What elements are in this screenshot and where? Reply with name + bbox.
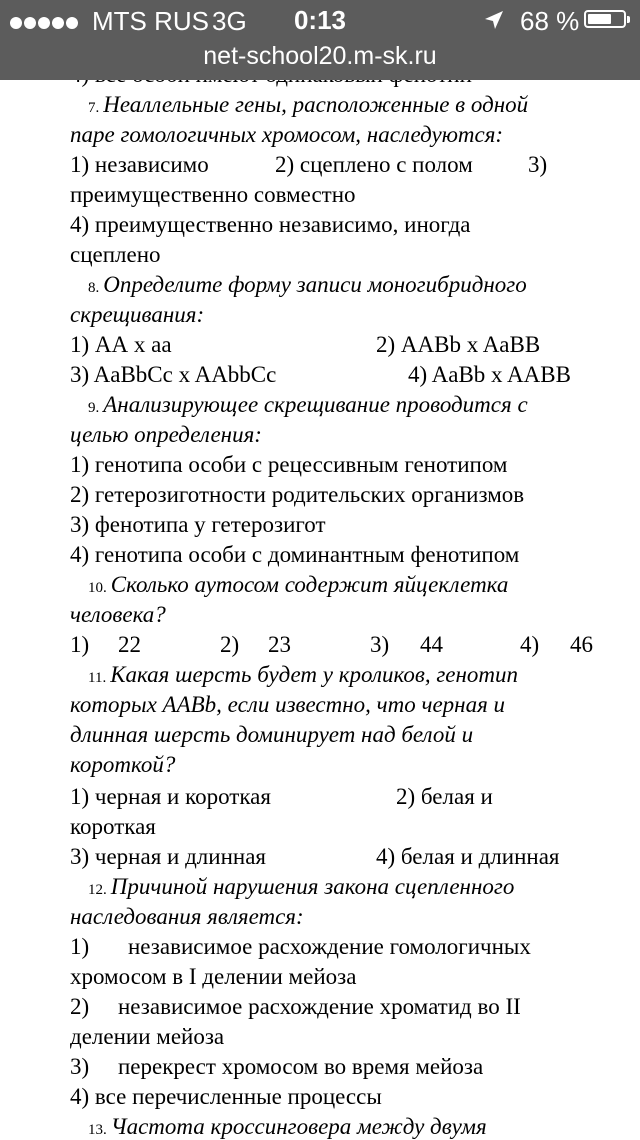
answer-option: сцеплено [70,242,161,267]
status-time: 0:13 [293,5,347,35]
question-text: Причиной нарушения закона сцепленного [110,874,515,899]
answer-option: 2) сцеплено с полом [275,152,473,177]
question-12 [88,874,514,900]
question-text: наследования является: [70,904,304,929]
answer-option: 2) ААВb x AaBB [376,332,541,357]
question-9 [88,392,528,418]
address-bar-url[interactable]: net-school20.m-sk.ru [203,42,437,70]
question-number: 12. [88,882,107,898]
answer-value: 44 [420,632,443,657]
question-number: 8. [88,280,100,296]
answer-value: 46 [570,632,593,657]
answer-option: преимущественно совместно [70,182,356,207]
battery-tip [627,16,630,23]
answer-option: независимое расхождение хроматид во II [118,994,521,1019]
answer-option: 1) АА х аа [70,332,172,357]
battery-percent: 68 % [520,6,580,36]
status-bar [0,0,640,80]
battery-icon [584,10,626,28]
question-8 [88,272,527,298]
question-text: паре гомологичных хромосом, наследуются: [70,122,504,147]
question-text: скрещивания: [70,302,205,327]
answer-option: 3) AaBbCc x AAbbCc [70,362,277,387]
answer-option: перекрест хромосом во время мейоза [118,1054,484,1079]
answer-option: делении мейоза [70,1024,225,1049]
question-number: 13. [88,1122,107,1138]
answer-number: 2) [220,632,240,657]
answer-value: 22 [118,632,141,657]
answer-option: 4) генотипа особи с доминантным фенотипом [70,542,520,567]
location-arrow-icon [484,10,504,30]
network-type: 3G [212,6,247,36]
battery-fill [588,14,611,24]
answer-number: 3) [70,1054,90,1079]
question-text: Какая шерсть будет у кроликов, генотип [110,662,519,687]
answer-option: 1) генотипа особи с рецессивным генотипом [70,452,508,477]
answer-number: 1) [70,632,90,657]
question-text: Частота кроссинговера между двумя [110,1114,487,1139]
answer-number: 4) [520,632,540,657]
answer-option: 1) независимо [70,152,209,177]
question-text: короткой? [70,752,176,777]
carrier-name: MTS RUS [92,6,209,36]
question-7 [88,92,528,118]
question-text: Анализирующее скрещивание проводится с [103,392,528,417]
answer-number: 2) [70,994,90,1019]
answer-option: независимое расхождение гомологичных [128,934,531,959]
question-text: человека? [70,602,166,627]
question-number: 10. [88,580,107,596]
question-text: которых AABb, если известно, что черная и [70,692,506,717]
question-13 [88,1114,487,1140]
answer-option: 3) [528,152,548,177]
question-text: Определите форму записи моногибридного [103,272,527,297]
question-text: целью определения: [70,422,262,447]
answer-option: 4) все перечисленные процессы [70,1084,382,1109]
question-number: 7. [88,100,100,116]
question-number: 11. [88,670,107,686]
question-11 [88,662,518,688]
question-number: 9. [88,400,100,416]
answer-option: 4) преимущественно независимо, иногда [70,212,471,237]
answer-option: 3) фенотипа у гетерозигот [70,512,326,537]
answer-option: 1) черная и короткая [70,784,271,809]
answer-option: 2) белая и [396,784,493,809]
status-row [0,0,640,40]
answer-option: 4) белая и длинная [376,844,560,869]
answer-option: 2) гетерозиготности родительских организмов [70,482,525,507]
question-10 [88,572,508,598]
answer-value: 23 [268,632,291,657]
answer-number: 3) [370,632,390,657]
signal-strength-icon [10,14,80,32]
question-text: Сколько аутосом содержит яйцеклетка [110,572,509,597]
answer-option: короткая [70,814,156,839]
answer-option: хромосом в I делении мейоза [70,964,357,989]
answer-number: 1) [70,934,90,959]
question-text: Неаллельные гены, расположенные в одной [103,92,529,117]
answer-option: 3) черная и длинная [70,844,266,869]
answer-option: 4) AaBb x AABB [408,362,571,387]
question-text: длинная шерсть доминирует над белой и [70,722,474,747]
